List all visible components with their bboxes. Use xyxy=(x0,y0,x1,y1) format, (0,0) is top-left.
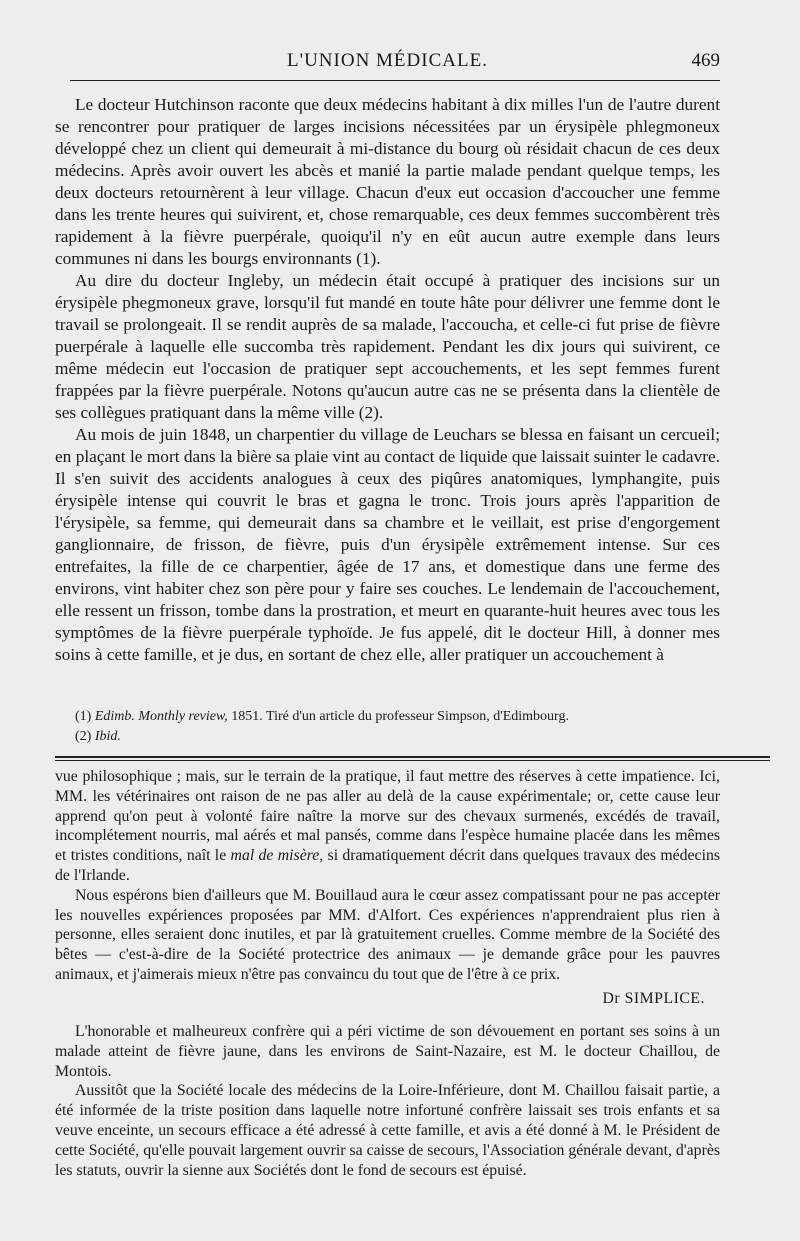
footnote-1-source: Edimb. Monthly review, xyxy=(94,709,228,724)
feuilleton-paragraph-2: Nous espérons bien d'ailleurs que M. Bouillaud aura le cœur assez compatissant pour ne pas accepter les nouvelles expériences proposées par MM. d'Alfort. Ces expériences n'apprendraient plus rien à personne, elles seraient donc inutiles, et par là gratuitement cruelles. Comme membre de la Société des bêtes — c'est-à-dire de la Société protectrice des animaux — je demande grâce pour les pauvres animaux, et j'aimerais mieux n'être pas convaincu du tout que de l'être à ce prix. xyxy=(55,886,720,983)
page-header xyxy=(55,44,720,78)
paragraph-hutchinson: Le docteur Hutchinson raconte que deux médecins habitant à dix milles l'un de l'autre durent se rencontrer pour pratiquer de larges incisions nécessitées par un érysipèle phlegmoneux développé chez un client qui demeurait à mi-distance du bourg où résidait chacun de ces deux médecins. Après avoir ouvert les abcès et manié la partie malade pendant quelque temps, les deux docteurs retournèrent à leur village. Chacun d'eux eut occasion d'accoucher une femme dans les trente heures qui suivirent, et, chose remarquable, ces deux femmes succombèrent très rapidement à la fièvre puerpérale, quoiqu'il n'y en eût aucun autre exemple dans leurs communes ni dans les bourgs environnants (1). xyxy=(55,95,720,268)
feuilleton-p1-tail: si dramatiquement décrit dans quelques travaux des médecins de l'Irlande. xyxy=(55,847,721,884)
feuilleton-paragraph-1 xyxy=(55,767,720,886)
mal-de-misere: mal de misère, xyxy=(230,847,324,865)
section-divider-thin xyxy=(55,760,770,761)
section-divider xyxy=(55,756,770,758)
feuilleton-column xyxy=(55,767,720,985)
footnote-2 xyxy=(55,727,720,747)
footnote-1-number: (1) xyxy=(75,709,92,724)
footnotes xyxy=(55,707,720,747)
paragraph-leuchars: Au mois de juin 1848, un charpentier du village de Leuchars se blessa en faisant un cercueil; en plaçant le mort dans la bière sa plaie vint au contact de liquide que laissait suinter le cadavre. Il s'en suivit des accidents analogues à ceux des piqûres anatomiques, lymphangite, puis érysipèle intense qui couvrit le bras et gagna le tronc. Trois jours après l'apparition de l'érysipèle, sa femme, qui demeurait dans sa chambre et le veillait, est prise d'engorgement ganglionnaire, de frisson, de fièvre, puis d'un érysipèle extrêmement intense. Sur ces entrefaites, la fille de ce charpentier, âgée de 17 ans, et domestique dans une ferme des environs, vint habiter chez son père pour y faire ses couches. Le lendemain de l'accouchement, elle ressent un frisson, tombe dans la prostration, et meurt en quarante-huit heures avec tous les symptômes de la fièvre puerpérale typhoïde. Je fus appelé, dit le docteur Hill, à donner mes soins à cette famille, et je dus, en sortant de chez elle, aller pratiquer un accouchement à xyxy=(55,425,720,664)
journal-title: L'UNION MÉDICALE. xyxy=(287,50,488,71)
news-paragraph-1: L'honorable et malheureux confrère qui a péri victime de son dévouement en portant ses soins à un malade atteint de fièvre jaune, dans les environs de Saint-Nazaire, est M. le docteur Chaillou, de Montois. xyxy=(55,1023,720,1080)
news-item xyxy=(55,1022,720,1180)
footnote-2-source: Ibid. xyxy=(94,729,121,744)
news-paragraph-2: Aussitôt que la Société locale des médecins de la Loire-Inférieure, dont M. Chaillou faisait partie, a été informée de la triste position dans laquelle notre infortuné confrère laissait ses trois enfants et sa veuve enceinte, un secours efficace a été adressé à cette famille, et avis a été donné à M. le Président de cette Société, qu'elle pouvait largement ouvrir sa caisse de secours, l'Association générale devant, d'après les statuts, ouvrir la sienne aux Sociétés dont le fond de secours est épuisé. xyxy=(55,1082,720,1179)
main-article xyxy=(55,94,720,666)
footnote-1-text: 1851. Tiré d'un article du professeur Simpson, d'Edimbourg. xyxy=(231,709,569,724)
signature: Dr SIMPLICE. xyxy=(602,990,705,1007)
page-number: 469 xyxy=(691,50,720,71)
footnote-1 xyxy=(55,707,720,727)
footnote-2-number: (2) xyxy=(75,729,92,744)
header-rule xyxy=(70,80,720,81)
feuilleton-p1-text: vue philosophique ; mais, sur le terrain de la pratique, il faut mettre des réserves à cette impatience. Ici, MM. les vétérinaires ont raison de ne pas aller au delà de la cause expérimentale; or, cette cause leur apprend qu'on peut à volonté faire naître la morve sur des chevaux surmenés, excédés de travail, incomplétement nourris, mal aérés et mal pansés, comme dans l'espèce humaine placée dans les mêmes et tristes conditions, naît le xyxy=(55,768,720,865)
paragraph-ingleby: Au dire du docteur Ingleby, un médecin était occupé à pratiquer des incisions sur un érysipèle phegmoneux grave, lorsqu'il fut mandé en toute hâte pour délivrer une femme dont le travail se prolongeait. Il se rendit auprès de sa malade, l'accoucha, et celle-ci fut prise de fièvre puerpérale à laquelle elle succomba très rapidement. Pendant les dix jours qui suivirent, ce même médecin eut l'occasion de pratiquer sept accouchements, et les sept femmes furent frappées par la fièvre puerpérale. Notons qu'aucun autre cas ne se présenta dans la clientèle de ses collègues pratiquant dans la même ville (2). xyxy=(55,271,720,422)
